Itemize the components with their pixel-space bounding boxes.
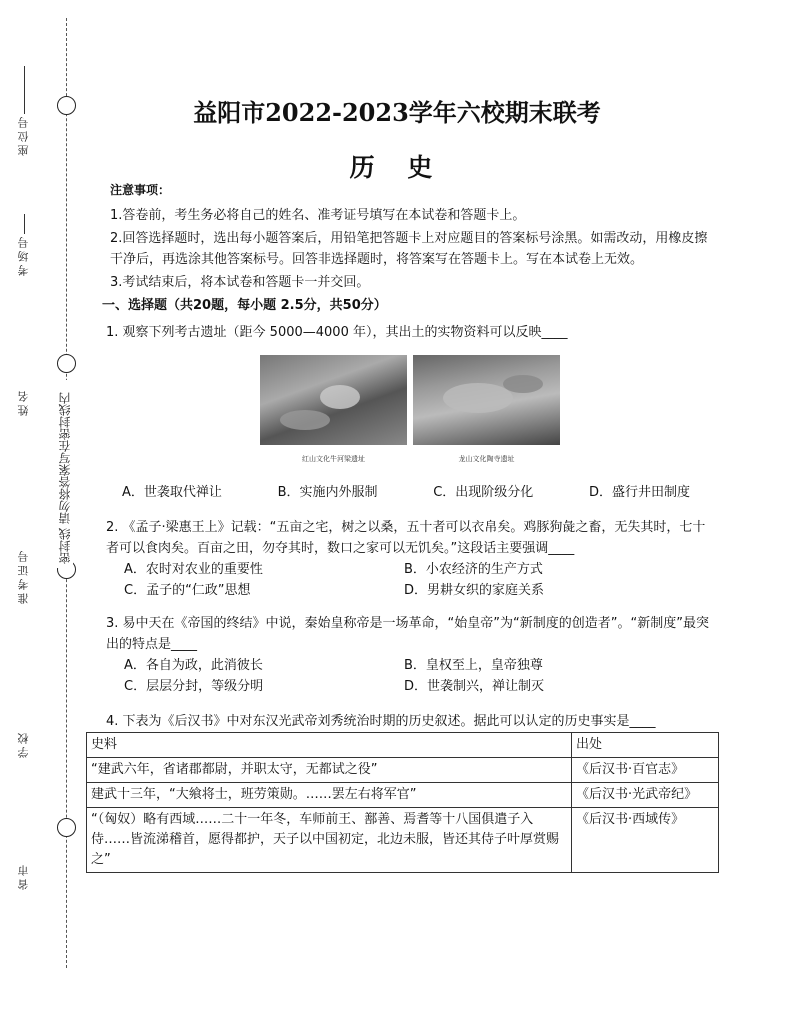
notes-heading: 注意事项： xyxy=(110,183,171,197)
option-a[interactable]: A．农时对农业的重要性 xyxy=(124,562,263,577)
question-1-stem: 1. 观察下列考古遗址（距今 5000—4000 年），其出土的实物资料可以反映____ xyxy=(106,325,568,340)
option-a[interactable]: A．各自为政，此消彼长 xyxy=(124,658,263,673)
table-cell: “建武六年，省诸郡都尉，并职太守，无都试之役” xyxy=(87,758,572,783)
province-city-field[interactable]: 省市 xyxy=(17,862,30,890)
school-field[interactable]: 学校 xyxy=(17,730,30,758)
question-3-options xyxy=(110,655,710,697)
site-photo xyxy=(260,355,407,445)
site-photo xyxy=(413,355,560,445)
option-d[interactable]: D．盛行井田制度 xyxy=(588,485,690,500)
option-b[interactable]: B．皇权至上，皇帝独尊 xyxy=(404,658,543,673)
option-d[interactable]: D．世袭制兴，禅让制灭 xyxy=(404,679,545,694)
photo-caption: 龙山文化陶寺遗址 xyxy=(458,455,515,463)
note-item: 2.回答选择题时，选出每小题答案后，用铅笔把答题卡上对应题目的答案标号涂黑。如需改动，用橡皮擦干净后，再选涂其他答案标号。回答非选择题时，将答案写在答题卡上。写在本试卷上无效。 xyxy=(110,231,708,267)
table-row xyxy=(87,808,719,873)
table-header-origin: 出处 xyxy=(572,733,719,758)
table-row xyxy=(87,758,719,783)
option-b[interactable]: B．小农经济的生产方式 xyxy=(404,562,543,577)
question-3-stem: 3. 易中天在《帝国的终结》中说，秦始皇称帝是一场革命，“始皇帝”为“新制度的创造者”。“新制度”最突出的特点是____ xyxy=(106,616,709,652)
binding-hole xyxy=(57,818,76,837)
option-b[interactable]: B．实施内外服制 xyxy=(277,485,378,500)
option-a[interactable]: A．世袭取代禅让 xyxy=(122,485,222,500)
exam-title: 益阳市2022-2023学年六校期末联考 xyxy=(193,98,601,127)
option-c[interactable]: C．层层分封，等级分明 xyxy=(124,679,264,694)
option-c[interactable]: C．孟子的“仁政”思想 xyxy=(124,583,251,598)
table-cell: 《后汉书·光武帝纪》 xyxy=(572,783,719,808)
table-row xyxy=(87,783,719,808)
seat-number-field[interactable]: 座位号 xyxy=(14,62,34,156)
table-cell: 《后汉书·西域传》 xyxy=(572,808,719,873)
option-c[interactable]: C．出现阶级分化 xyxy=(433,485,534,500)
table-cell: “（匈奴）略有西域……二十一年冬，车师前王、鄯善、焉耆等十八国俱遣子入侍……皆流涕稽首，愿得都护，天子以中国初定，北边未服，皆还其侍子叶厚赏赐之” xyxy=(87,808,572,873)
subject-title: 历 史 xyxy=(349,153,445,182)
exam-body xyxy=(91,180,710,873)
table-header-source: 史料 xyxy=(87,733,572,758)
option-d[interactable]: D．男耕女织的家庭关系 xyxy=(404,583,545,598)
source-table xyxy=(86,732,719,873)
note-item: 1.答卷前，考生务必将自己的姓名、准考证号填写在本试卷和答题卡上。 xyxy=(110,208,526,223)
seal-line-note: 密封线 请勿将答案写在密封线内 xyxy=(56,380,73,568)
question-4-stem: 4. 下表为《后汉书》中对东汉光武帝刘秀统治时期的历史叙述。据此可以认定的历史事实是____ xyxy=(106,714,656,729)
question-2-options xyxy=(110,559,710,601)
table-cell: 《后汉书·百官志》 xyxy=(572,758,719,783)
question-1-options xyxy=(110,482,710,503)
photo-caption: 红山文化牛河梁遗址 xyxy=(302,455,365,463)
photo-captions xyxy=(110,449,710,470)
exam-room-field[interactable]: 考场号 xyxy=(14,210,34,276)
name-field[interactable]: 姓名 xyxy=(17,388,30,416)
q1-photos xyxy=(110,355,710,445)
admission-number-field[interactable]: 准考证号 xyxy=(17,548,30,604)
note-item: 3.考试结束后，将本试卷和答题卡一并交回。 xyxy=(110,275,370,290)
table-cell: 建武十三年，“大飨将士，班劳策勋。……罢左右将军官” xyxy=(87,783,572,808)
table-header-row xyxy=(87,733,719,758)
binding-hole xyxy=(57,354,76,373)
section-heading: 一、选择题（共20题，每小题 2.5分，共50分） xyxy=(102,298,387,313)
question-2-stem: 2. 《孟子·梁惠王上》记载：“五亩之宅，树之以桑，五十者可以衣帛矣。鸡豚狗彘之畜，无失其时，七十者可以食肉矣。百亩之田，勿夺其时，数口之家可以无饥矣。”这段话主要强调____ xyxy=(106,520,706,556)
